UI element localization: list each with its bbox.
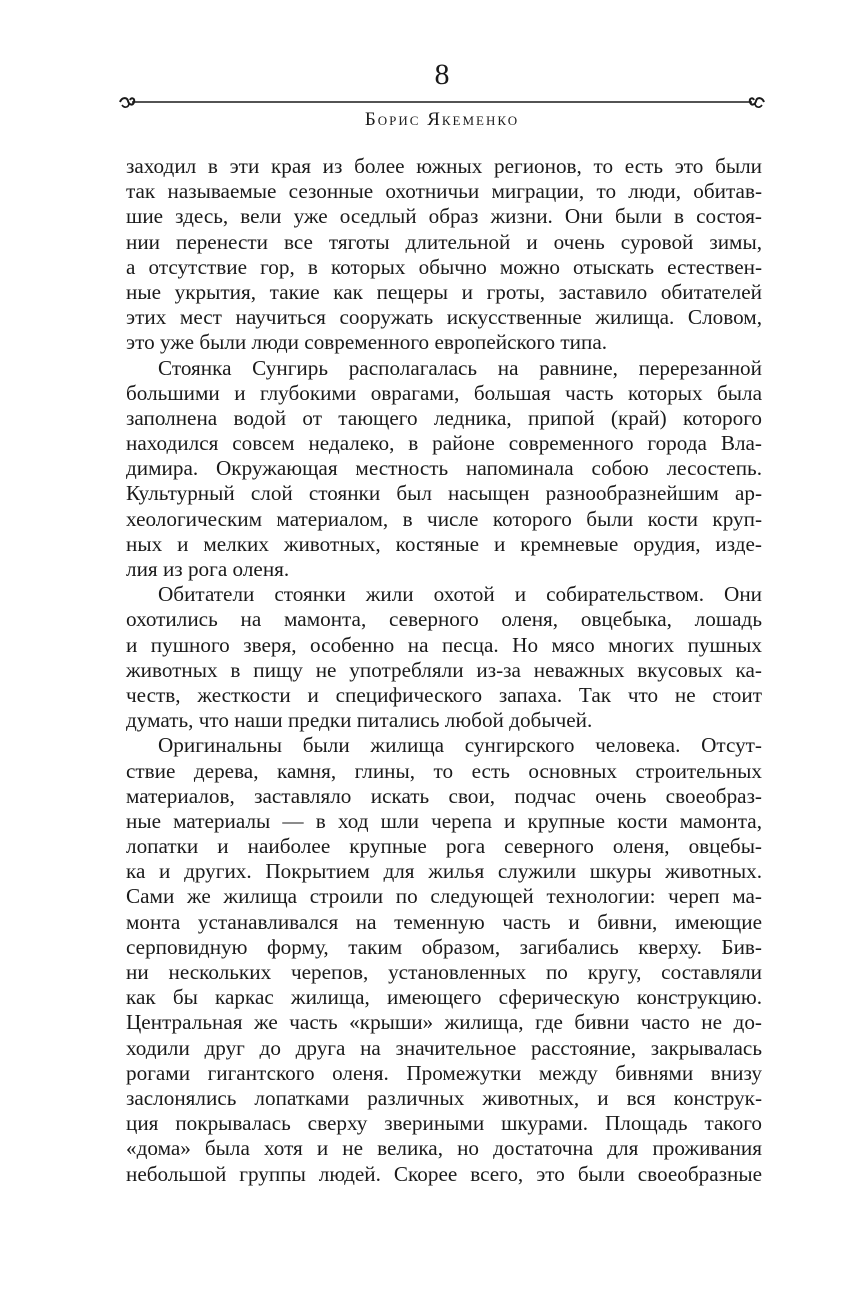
text-line: Сами же жилища строили по следующей технологии: череп ма- <box>126 884 762 909</box>
text-line: ция покрывалась сверху звериными шкурами. Площадь такого <box>126 1111 762 1136</box>
text-line: ные укрытия, такие как пещеры и гроты, заставило обитателей <box>126 279 762 304</box>
text-line: ни нескольких черепов, установленных по кругу, составляли <box>126 960 762 984</box>
text-line: ных и мелких животных, костяные и кремневые орудия, изде- <box>126 531 762 556</box>
text-line: небольшой группы людей. Скорее всего, это были своеобразные <box>126 1161 762 1186</box>
text-line: ствие дерева, камня, глины, то есть основных строительных <box>126 758 762 783</box>
text-line: большими и глубокими оврагами, большая часть которых была <box>126 380 762 405</box>
text-line: честв, жесткости и специфического запаха. Так что не стоит <box>126 682 762 707</box>
text-line: серповидную форму, таким образом, загибались кверху. Бив- <box>126 934 762 959</box>
text-line: Культурный слой стоянки был насыщен разнообразнейшим ар- <box>126 481 762 506</box>
text-line: нии перенести все тяготы длительной и очень суровой зимы, <box>126 229 762 254</box>
text-line: материалов, заставляло искать свои, подчас очень своеобраз- <box>126 783 762 808</box>
text-line: заходил в эти края из более южных регионов, то есть это были <box>126 154 762 178</box>
text-line: думать, что наши предки питались любой добычей. <box>126 708 593 733</box>
text-line: охотились на мамонта, северного оленя, овцебыка, лошадь <box>126 607 762 632</box>
text-line: этих мест научиться сооружать искусственные жилища. Словом, <box>126 305 762 330</box>
text-line: и пушного зверя, особенно на песца. Но мясо многих пушных <box>126 632 762 657</box>
text-line: заполнена водой от тающего ледника, припой (край) которого <box>126 405 762 430</box>
text-line: животных в пищу не употребляли из-за неважных вкусовых ка- <box>126 657 762 682</box>
text-line: хеологическим материалом, в числе которого были кости круп- <box>126 506 762 531</box>
text-line: ходили друг до друга на значительное расстояние, закрывалась <box>126 1035 762 1060</box>
paragraph-first-line: Обитатели стоянки жили охотой и собирательством. Они <box>158 582 762 607</box>
text-line: лопатки и наиболее крупные рога северного оленя, овцебы- <box>126 834 762 859</box>
text-line: шие здесь, вели уже оседлый образ жизни. Они были в состоя- <box>126 204 762 229</box>
paragraph-first-line: Оригинальны были жилища сунгирского человека. Отсут- <box>158 733 762 758</box>
text-line: как бы каркас жилища, имеющего сферическую конструкцию. <box>126 985 762 1010</box>
text-line: а отсутствие гор, в которых обычно можно отыскать естествен- <box>126 254 762 279</box>
text-line: ка и других. Покрытием для жилья служили шкуры животных. <box>126 859 762 884</box>
running-head: Борис Якеменко <box>364 109 520 130</box>
text-line: Центральная же часть «крыши» жилища, где бивни часто не до- <box>126 1010 762 1035</box>
text-line: монта устанавливался на теменную часть и бивни, имеющие <box>126 909 762 934</box>
text-line: находился совсем недалеко, в районе современного города Вла- <box>126 431 762 456</box>
text-line: рогами гигантского оленя. Промежутки между бивнями внизу <box>126 1060 762 1085</box>
text-line: лия из рога оленя. <box>126 557 290 581</box>
text-line: заслонялись лопатками различных животных, и вся конструк- <box>126 1085 762 1110</box>
paragraph-first-line: Стоянка Сунгирь располагалась на равнине, перерезанной <box>158 355 762 380</box>
text-line: ные материалы — в ход шли черепа и крупные кости мамонта, <box>126 808 762 833</box>
page-number: 8 <box>434 58 450 91</box>
text-line: так называемые сезонные охотничьи миграции, то люди, обитав- <box>126 179 762 204</box>
text-line: «дома» была хотя и не велика, но достаточна для проживания <box>126 1136 762 1161</box>
body-text <box>126 154 762 1187</box>
text-line: это уже были люди современного европейского типа. <box>126 330 608 355</box>
text-line: димира. Окружающая местность напоминала собою лесостепь. <box>126 456 762 481</box>
